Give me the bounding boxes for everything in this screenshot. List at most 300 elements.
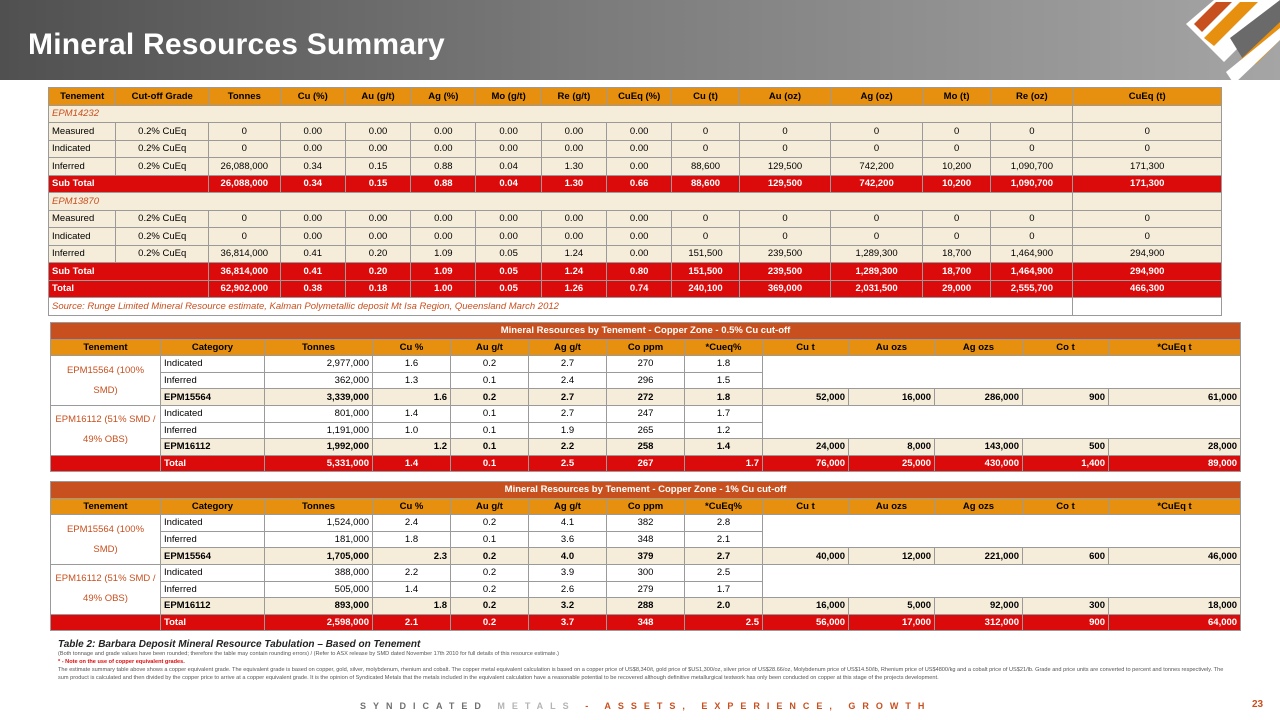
table-cell: Inferred: [161, 372, 265, 389]
footer-brand-syndicated: SYNDICATED: [360, 701, 498, 711]
table-cell: 801,000: [265, 405, 373, 422]
table-cell: 0: [209, 228, 281, 246]
table-cell: 0.2: [451, 614, 529, 631]
footnotes: [58, 639, 1228, 682]
table-cell: 2,977,000: [265, 356, 373, 373]
table-cell: 3.7: [529, 614, 607, 631]
table-cell: 0: [672, 228, 739, 246]
table-cell: 0.1: [451, 372, 529, 389]
table-cell: 279: [607, 581, 685, 598]
table-cell: Inferred: [49, 158, 116, 176]
table-cell: 0.1: [451, 531, 529, 548]
table-cell: Total: [161, 614, 265, 631]
table-cell: 26,088,000: [209, 158, 281, 176]
subtotal-row: [49, 263, 1222, 281]
column-header: Co ppm: [607, 498, 685, 515]
table-cell: EPM15564: [161, 548, 265, 565]
table-cell: 0.00: [345, 123, 410, 141]
empty-cell: [763, 405, 1241, 438]
table-cell: 24,000: [763, 439, 849, 456]
table-cell: 0: [831, 123, 923, 141]
table-cell: 0.05: [476, 245, 541, 263]
table-cell: 0.2: [451, 564, 529, 581]
table-row: [49, 228, 1222, 246]
table-header-row: [51, 339, 1241, 356]
table-cell: 1.24: [541, 263, 606, 281]
table-cell: 0.20: [345, 245, 410, 263]
column-header: Tonnes: [209, 88, 281, 106]
table-cell: 0.00: [607, 245, 672, 263]
table-cell: 0.74: [607, 280, 672, 298]
table-cell: 1,464,900: [991, 245, 1073, 263]
column-header: Cu t: [763, 339, 849, 356]
table-cell: 1.26: [541, 280, 606, 298]
table-cell: 0.00: [280, 228, 345, 246]
table-cell: 2.5: [685, 614, 763, 631]
table-cell: 2.1: [373, 614, 451, 631]
table-cell: 900: [1023, 389, 1109, 406]
table-cell: 1.9: [529, 422, 607, 439]
table-cell: 1.8: [373, 598, 451, 615]
table-cell: 0.2% CuEq: [116, 158, 209, 176]
table-cell: 0.00: [541, 228, 606, 246]
table-cell: 270: [607, 356, 685, 373]
column-header: Ag ozs: [935, 498, 1023, 515]
table-cell: 0.00: [476, 123, 541, 141]
table-cell: 900: [1023, 614, 1109, 631]
table-cell: 18,700: [922, 245, 990, 263]
table-cell: Indicated: [161, 515, 265, 532]
subtotal-row: [49, 175, 1222, 193]
table-cell: 1,289,300: [831, 263, 923, 281]
table-header-row: [51, 498, 1241, 515]
page-title: Mineral Resources Summary: [28, 28, 445, 61]
section-row: [49, 105, 1222, 123]
table-cell: 0: [739, 123, 831, 141]
table-cell: 1.09: [411, 245, 476, 263]
table-cell: 294,900: [1073, 245, 1222, 263]
table-cell: 221,000: [935, 548, 1023, 565]
table-cell: 1.8: [373, 531, 451, 548]
column-header: Tenement: [51, 498, 161, 515]
table-cell: 2.3: [373, 548, 451, 565]
table-cell: 893,000: [265, 598, 373, 615]
table-cell: 17,000: [849, 614, 935, 631]
subtotal-row: [51, 389, 1241, 406]
table-cell: 2.7: [529, 389, 607, 406]
column-header: CuEq (%): [607, 88, 672, 106]
table-cell: 171,300: [1073, 158, 1222, 176]
table-cell: 0.00: [280, 123, 345, 141]
column-header: Mo (g/t): [476, 88, 541, 106]
table-cell: 1.6: [373, 356, 451, 373]
table-cell: 742,200: [831, 175, 923, 193]
table-cell: 0.00: [607, 158, 672, 176]
column-header: Re (g/t): [541, 88, 606, 106]
cueq-note-heading: * - Note on the use of copper equivalent grades.: [58, 659, 185, 665]
table-cell: 129,500: [739, 158, 831, 176]
table-cell: 0.00: [607, 210, 672, 228]
row-label: Total: [49, 280, 209, 298]
table-cell: 12,000: [849, 548, 935, 565]
table-cell: 3,339,000: [265, 389, 373, 406]
table-cell: 267: [607, 455, 685, 472]
column-header: Category: [161, 498, 265, 515]
table-row: [49, 158, 1222, 176]
column-header: Mo (t): [922, 88, 990, 106]
table-cell: 0.00: [280, 140, 345, 158]
source-note: Source: Runge Limited Mineral Resource estimate, Kalman Polymetallic deposit Mt Isa Region, Queensland March 2012: [49, 298, 1073, 316]
table-cell: 0.00: [280, 210, 345, 228]
table-cell: 64,000: [1109, 614, 1241, 631]
table-cell: 0.38: [280, 280, 345, 298]
table-cell: 0.1: [451, 455, 529, 472]
table-header-row: [49, 88, 1222, 106]
table-cell: 348: [607, 531, 685, 548]
table-row: [51, 515, 1241, 532]
table-cell: 0: [831, 228, 923, 246]
column-header: Ag ozs: [935, 339, 1023, 356]
table-cell: 1.8: [685, 356, 763, 373]
column-header: Tenement: [49, 88, 116, 106]
tenement-label: EPM15564 (100% SMD): [51, 515, 161, 565]
table-cell: 25,000: [849, 455, 935, 472]
table-cell: 2.4: [529, 372, 607, 389]
table-cell: 88,600: [672, 175, 739, 193]
column-header: Ag g/t: [529, 498, 607, 515]
table-cell: 0: [1073, 123, 1222, 141]
table-cell: 0: [991, 140, 1073, 158]
table-cell: 430,000: [935, 455, 1023, 472]
table-cell: 0.2% CuEq: [116, 123, 209, 141]
tenement-label: EPM16112 (51% SMD / 49% OBS): [51, 405, 161, 455]
subtotal-row: [51, 439, 1241, 456]
table-cell: 5,331,000: [265, 455, 373, 472]
table-cell: Indicated: [161, 564, 265, 581]
table-cell: 1.30: [541, 158, 606, 176]
table-cell: 0.05: [476, 280, 541, 298]
table-cell: 0: [991, 123, 1073, 141]
table-cell: 0.00: [345, 228, 410, 246]
column-header: Co t: [1023, 498, 1109, 515]
table-cell: Indicated: [161, 356, 265, 373]
table-cell: 2,555,700: [991, 280, 1073, 298]
table-cell: 2.7: [529, 356, 607, 373]
table-cell: 0.00: [411, 228, 476, 246]
table-cell: 36,814,000: [209, 263, 281, 281]
table-cell: 76,000: [763, 455, 849, 472]
table-cell: Inferred: [161, 581, 265, 598]
table-cell: 0: [922, 210, 990, 228]
table-cell: 0.66: [607, 175, 672, 193]
column-header: Cu t: [763, 498, 849, 515]
table-cell: 2.7: [529, 405, 607, 422]
table-cell: 0.34: [280, 175, 345, 193]
table-cell: 40,000: [763, 548, 849, 565]
column-header: Cu %: [373, 498, 451, 515]
section-label: EPM14232: [49, 105, 1073, 123]
table-row: [49, 123, 1222, 141]
column-header: Cu (%): [280, 88, 345, 106]
table-cell: 1.4: [373, 581, 451, 598]
footer-slogan: - ASSETS, EXPERIENCE, GROWTH: [575, 701, 932, 711]
table-cell: 1.0: [373, 422, 451, 439]
table-cell: 2.2: [373, 564, 451, 581]
table-cell: 52,000: [763, 389, 849, 406]
section-row: [49, 193, 1222, 211]
table-cell: 2.2: [529, 439, 607, 456]
total-row: [49, 280, 1222, 298]
table-cell: 0: [739, 228, 831, 246]
table-caption: Mineral Resources by Tenement - Copper Zone - 0.5% Cu cut-off: [51, 323, 1241, 340]
footer-brand-metals: METALS: [497, 701, 576, 711]
table-cell: 18,000: [1109, 598, 1241, 615]
logo-icon: [1186, 0, 1280, 90]
column-header: Au (oz): [739, 88, 831, 106]
summary-resource-table: [48, 87, 1222, 316]
table-cell: 0.2: [451, 515, 529, 532]
table-cell: 5,000: [849, 598, 935, 615]
table-cell: 1.7: [685, 455, 763, 472]
table-cell: 0.00: [345, 140, 410, 158]
column-header: Tenement: [51, 339, 161, 356]
column-header: *CuEq t: [1109, 339, 1241, 356]
column-header: *CuEq%: [685, 498, 763, 515]
table-cell: 240,100: [672, 280, 739, 298]
table-cell: 0: [1073, 228, 1222, 246]
table-row: [49, 210, 1222, 228]
table-cell: 16,000: [763, 598, 849, 615]
table-cell: 500: [1023, 439, 1109, 456]
table-cell: EPM15564: [161, 389, 265, 406]
table-cell: 0.15: [345, 175, 410, 193]
table-cell: 2.7: [685, 548, 763, 565]
table-cell: 379: [607, 548, 685, 565]
table-cell: 0.2% CuEq: [116, 140, 209, 158]
table-cell: 300: [607, 564, 685, 581]
table-cell: 1.5: [685, 372, 763, 389]
column-header: Au g/t: [451, 498, 529, 515]
table-caption: Mineral Resources by Tenement - Copper Zone - 1% Cu cut-off: [51, 482, 1241, 499]
table-cell: 0.1: [451, 405, 529, 422]
table-cell: 1,705,000: [265, 548, 373, 565]
table-cell: 0.00: [541, 210, 606, 228]
empty-cell: [763, 356, 1241, 389]
table-cell: 2.4: [373, 515, 451, 532]
table-cell: 46,000: [1109, 548, 1241, 565]
table-cell: 369,000: [739, 280, 831, 298]
table-cell: 1.09: [411, 263, 476, 281]
table-cell: 1,400: [1023, 455, 1109, 472]
table-cell: 286,000: [935, 389, 1023, 406]
table-cell: 296: [607, 372, 685, 389]
table-cell: 0: [209, 140, 281, 158]
table-row: [51, 356, 1241, 373]
table-cell: 89,000: [1109, 455, 1241, 472]
column-header: *Cueq%: [685, 339, 763, 356]
table-cell: 0: [922, 228, 990, 246]
table-cell: 56,000: [763, 614, 849, 631]
table-cell: 36,814,000: [209, 245, 281, 263]
column-header: Au (g/t): [345, 88, 410, 106]
table-cell: 0.00: [541, 140, 606, 158]
table-cell: 0.00: [607, 228, 672, 246]
table-cell: 1.3: [373, 372, 451, 389]
footer-tagline: [360, 701, 931, 711]
table-cell: 29,000: [922, 280, 990, 298]
copper-zone-05-table: [50, 322, 1241, 472]
table-cell: Inferred: [49, 245, 116, 263]
subtotal-row: [51, 548, 1241, 565]
table-cell: 1.00: [411, 280, 476, 298]
table-cell: 0.34: [280, 158, 345, 176]
table-cell: 0.88: [411, 158, 476, 176]
table-cell: 2.8: [685, 515, 763, 532]
table-cell: 1.8: [685, 389, 763, 406]
table-cell: 10,200: [922, 175, 990, 193]
table-cell: 2,598,000: [265, 614, 373, 631]
table-cell: 0: [209, 210, 281, 228]
table-cell: 129,500: [739, 175, 831, 193]
table-cell: 4.0: [529, 548, 607, 565]
table-cell: 288: [607, 598, 685, 615]
table-cell: 1,191,000: [265, 422, 373, 439]
table-cell: 0.00: [411, 210, 476, 228]
row-label: Sub Total: [49, 263, 209, 281]
table-cell: 0: [831, 210, 923, 228]
empty-cell: [763, 515, 1241, 548]
section-label: EPM13870: [49, 193, 1073, 211]
table-cell: 0: [1073, 140, 1222, 158]
table-cell: 600: [1023, 548, 1109, 565]
table-cell: 0.04: [476, 158, 541, 176]
table-cell: 181,000: [265, 531, 373, 548]
table-cell: 0.2: [451, 548, 529, 565]
table-cell: 1,524,000: [265, 515, 373, 532]
tenement-label: EPM16112 (51% SMD / 49% OBS): [51, 564, 161, 614]
table-cell: 1.6: [373, 389, 451, 406]
table-cell: 0.2% CuEq: [116, 210, 209, 228]
column-header: Cut-off Grade: [116, 88, 209, 106]
column-header: Tonnes: [265, 339, 373, 356]
table-cell: Total: [161, 455, 265, 472]
subtotal-row: [51, 598, 1241, 615]
table-row: [51, 405, 1241, 422]
column-header: Co ppm: [607, 339, 685, 356]
table-cell: 26,088,000: [209, 175, 281, 193]
table-cell: Inferred: [161, 422, 265, 439]
table-cell: 92,000: [935, 598, 1023, 615]
table-cell: 0: [831, 140, 923, 158]
table-cell: 151,500: [672, 263, 739, 281]
table-cell: 239,500: [739, 245, 831, 263]
table-cell: Indicated: [49, 228, 116, 246]
table-cell: 1.24: [541, 245, 606, 263]
table-cell: 0.2: [451, 598, 529, 615]
table-cell: 0.00: [607, 140, 672, 158]
table-cell: 3.2: [529, 598, 607, 615]
table-cell: Indicated: [49, 140, 116, 158]
table-cell: 151,500: [672, 245, 739, 263]
table-cell: 742,200: [831, 158, 923, 176]
column-header: Au ozs: [849, 339, 935, 356]
table-cell: 171,300: [1073, 175, 1222, 193]
table-cell: 1.2: [685, 422, 763, 439]
row-label: Sub Total: [49, 175, 209, 193]
table-cell: 505,000: [265, 581, 373, 598]
table-cell: EPM16112: [161, 598, 265, 615]
table-cell: 1.7: [685, 405, 763, 422]
column-header: Ag g/t: [529, 339, 607, 356]
empty-cell: [763, 564, 1241, 597]
table-cell: 0: [739, 140, 831, 158]
table-cell: 1,289,300: [831, 245, 923, 263]
table-cell: Measured: [49, 210, 116, 228]
column-header: Au g/t: [451, 339, 529, 356]
table-cell: 143,000: [935, 439, 1023, 456]
table-row: [49, 245, 1222, 263]
table-cell: 28,000: [1109, 439, 1241, 456]
table-cell: 0.2: [451, 581, 529, 598]
table-caption-note: Table 2: Barbara Deposit Mineral Resource Tabulation – Based on Tenement: [58, 639, 421, 650]
table-cell: 1.7: [685, 581, 763, 598]
table-cell: 0.1: [451, 439, 529, 456]
table-cell: 88,600: [672, 158, 739, 176]
table-cell: Measured: [49, 123, 116, 141]
copper-zone-1pct-table: [50, 481, 1241, 631]
table-cell: 265: [607, 422, 685, 439]
table-cell: 2,031,500: [831, 280, 923, 298]
table-cell: 0.04: [476, 175, 541, 193]
table-cell: Indicated: [161, 405, 265, 422]
table-cell: 0.1: [451, 422, 529, 439]
table-cell: 362,000: [265, 372, 373, 389]
table-cell: 0.05: [476, 263, 541, 281]
table-cell: 0.41: [280, 245, 345, 263]
table-cell: Inferred: [161, 531, 265, 548]
column-header: Ag (oz): [831, 88, 923, 106]
table-cell: 0: [1073, 210, 1222, 228]
column-header: Tonnes: [265, 498, 373, 515]
table-cell: 2.5: [529, 455, 607, 472]
table-cell: 10,200: [922, 158, 990, 176]
table-cell: 0: [672, 123, 739, 141]
table-cell: 294,900: [1073, 263, 1222, 281]
table-cell: 348: [607, 614, 685, 631]
cueq-note-body: The estimate summary table above shows a copper equivalent grade. The equivalent grade is based on copper, gold, silver, molybdenum, rhenium and cobalt. The copper metal equivalent calculation is based on a copper price of US$8,340/t, gold price of $US1,300/oz, silver price of US$28.66/oz, Molybdenum price of US$14.50/lb, Rhenium price of US$4800/kg and a cobalt price of US$21/lb. Grade and price units are converted to percent and tonnes respectively. The sum product is calculated and then divided by the copper price to arrive at a copper equivalent grade. It is the opinion of Syndicated Metals that the metals included in the equivalent calculation have a reasonable potential to be recovered although definitive metallurgical testwork has only been conducted on copper at this stage of the projects development.: [58, 667, 1224, 681]
table-cell: 8,000: [849, 439, 935, 456]
table-cell: 1,090,700: [991, 175, 1073, 193]
table-cell: 16,000: [849, 389, 935, 406]
column-header: Co t: [1023, 339, 1109, 356]
table-cell: 1.4: [373, 455, 451, 472]
table-cell: 0.00: [345, 210, 410, 228]
table-cell: 0.2: [451, 356, 529, 373]
table-cell: 466,300: [1073, 280, 1222, 298]
table-cell: 0.00: [476, 210, 541, 228]
tenement-label: EPM15564 (100% SMD): [51, 356, 161, 406]
table-row: [51, 564, 1241, 581]
table-row: [49, 140, 1222, 158]
column-header: Cu (t): [672, 88, 739, 106]
table-cell: 382: [607, 515, 685, 532]
table-cell: 1,992,000: [265, 439, 373, 456]
empty-cell: [51, 455, 161, 472]
table-cell: 2.6: [529, 581, 607, 598]
table-cell: 1.4: [685, 439, 763, 456]
table-cell: 272: [607, 389, 685, 406]
column-header: Cu %: [373, 339, 451, 356]
